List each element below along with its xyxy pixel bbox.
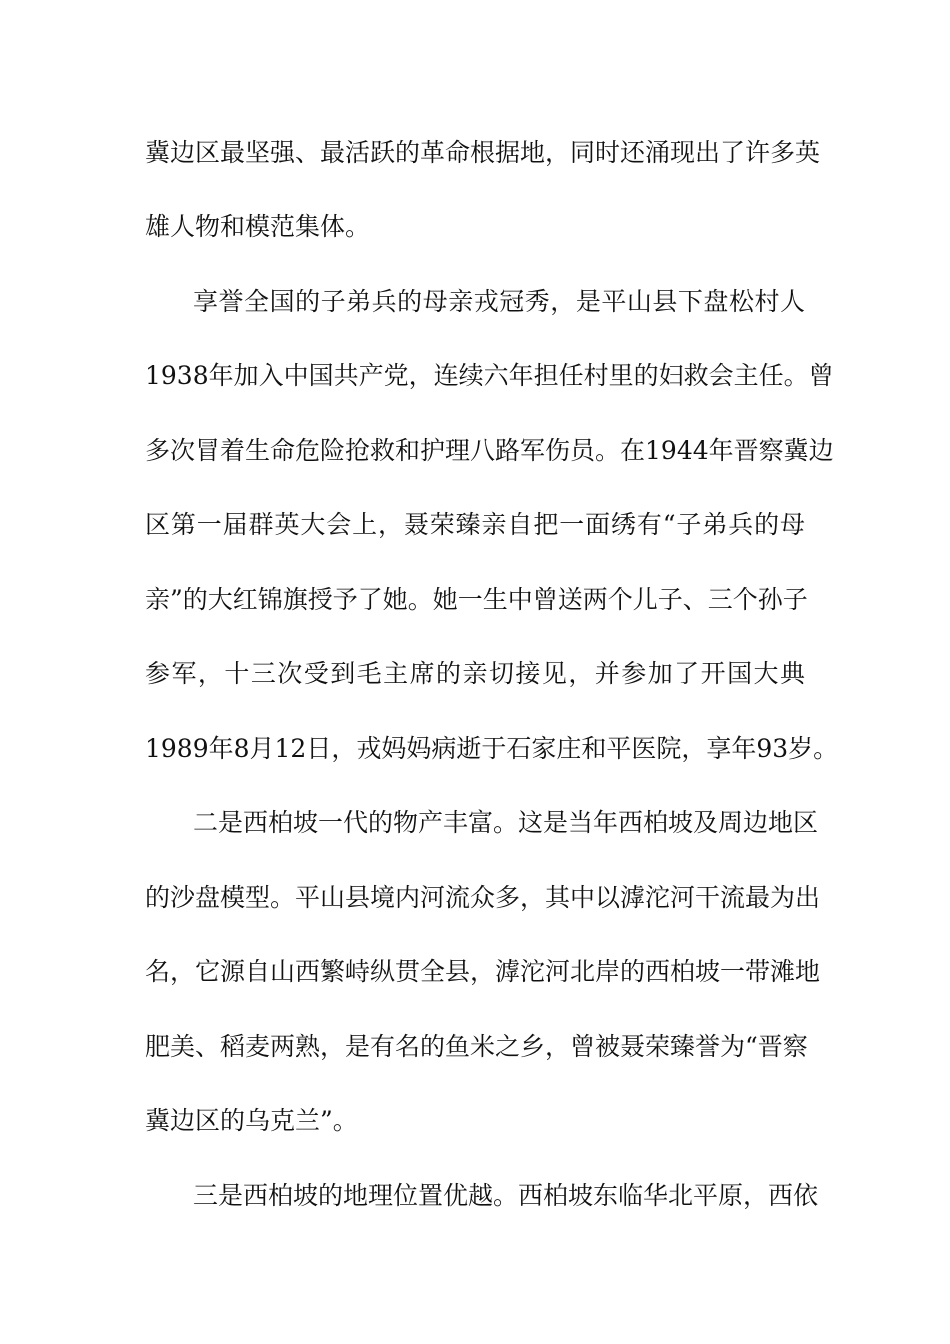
text-line: 二是西柏坡一代的物产丰富。这是当年西柏坡及周边地区 [193, 808, 819, 837]
text-line: 参军，十三次受到毛主席的亲切接见，并参加了开国大典 [145, 659, 805, 688]
text-line: 区第一届群英大会上，聂荣臻亲自把一面绣有“子弟兵的母 [145, 510, 805, 539]
text-line: 的沙盘模型。平山县境内河流众多，其中以滹沱河干流最为出 [145, 883, 821, 912]
text-line: 名，它源自山西繁峙纵贯全县，滹沱河北岸的西柏坡一带滩地 [145, 957, 821, 986]
text-line: 冀边区最坚强、最活跃的革命根据地，同时还涌现出了许多英 [145, 138, 821, 167]
text-line: 亲”的大红锦旗授予了她。她一生中曾送两个儿子、三个孙子 [145, 585, 808, 614]
text-line: 1938年加入中国共产党，连续六年担任村里的妇救会主任。曾 [145, 361, 834, 390]
text-line: 多次冒着生命危险抢救和护理八路军伤员。在1944年晋察冀边 [145, 436, 834, 465]
text-line: 1989年8月12日，戎妈妈病逝于石家庄和平医院，享年93岁。 [145, 734, 839, 763]
text-line: 肥美、稻麦两熟，是有名的鱼米之乡，曾被聂荣臻誉为“晋察 [145, 1032, 808, 1061]
text-line: 冀边区的乌克兰”。 [145, 1106, 358, 1135]
text-line: 享誉全国的子弟兵的母亲戎冠秀，是平山县下盘松村人 [193, 287, 805, 316]
text-line: 雄人物和模范集体。 [145, 212, 371, 241]
text-line: 三是西柏坡的地理位置优越。西柏坡东临华北平原，西依 [193, 1181, 819, 1210]
